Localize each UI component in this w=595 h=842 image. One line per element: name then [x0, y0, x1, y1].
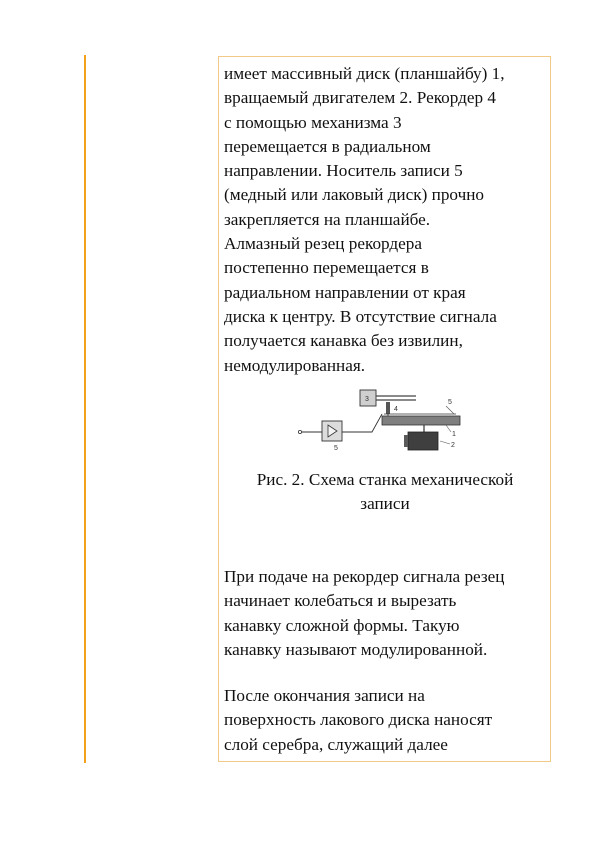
recording-lathe-diagram [296, 384, 466, 456]
paragraph-recording-mechanism: имеет массивный диск (планшайбу) 1, вращаемый двигателем 2. Рекордер 4 с помощью механизма 3 перемещается в радиальном направлении. Носитель записи 5 (медный или лаковый диск) прочно закрепляется на планшайбе. Алмазный резец рекордера постепенно перемещается в радиальном направлении от края диска к центру. В отсутствие сигнала получается канавка без извилин, немодулированная. [224, 64, 505, 375]
signal-line [342, 414, 382, 432]
label-medium: 5 [448, 399, 452, 406]
label-disc: 1 [452, 431, 456, 438]
leader-disc [446, 425, 451, 432]
label-motor: 2 [451, 442, 455, 449]
input-terminal [298, 430, 301, 433]
paragraph-silver-layer: После окончания записи на поверхность лакового диска наносят слой серебра, служащий далее [224, 686, 493, 754]
motor-block [408, 432, 438, 450]
platter-disc [382, 416, 460, 425]
label-recorder: 4 [394, 406, 398, 413]
recorder-head [386, 402, 390, 414]
leader-motor [440, 441, 450, 444]
left-margin-rule [84, 55, 86, 763]
label-mechanism: 3 [365, 396, 369, 403]
label-amplifier: 5 [334, 445, 338, 452]
motor-endcap [404, 435, 408, 447]
figure-caption: Рис. 2. Схема станка механической записи [256, 470, 514, 514]
leader-medium [446, 406, 454, 414]
paragraph-modulated-groove: При подаче на рекордер сигнала резец начинает колебаться и вырезать канавку сложной формы. Такую канавку называют модулированной. [224, 567, 505, 659]
